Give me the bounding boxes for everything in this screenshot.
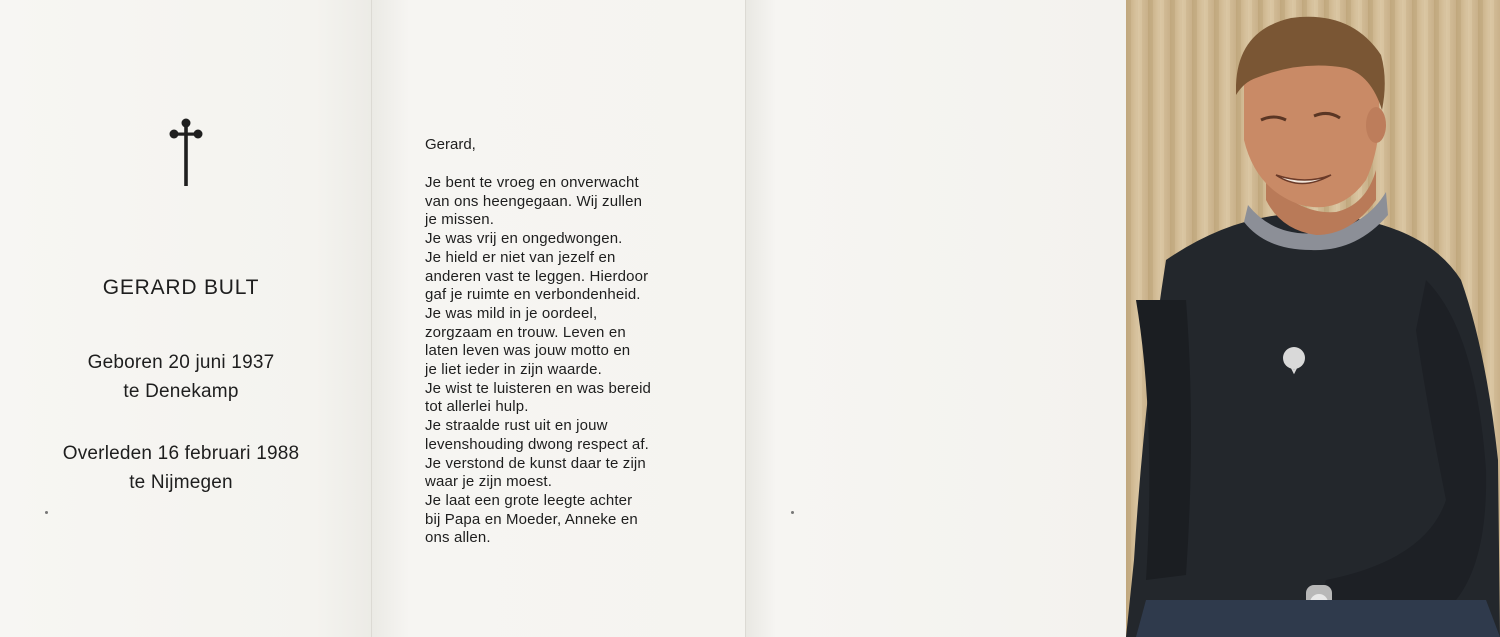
verse-line: Je was vrij en ongedwongen. — [425, 230, 623, 248]
verse-line: Je hield er niet van jezelf en — [425, 248, 616, 266]
verse-line: Je verstond de kunst daar te zijn — [425, 454, 646, 472]
death-place: te Nijmegen — [129, 472, 233, 493]
deceased-name: GERARD BULT — [102, 276, 260, 299]
cross-icon — [168, 116, 204, 190]
verse-line: van ons heengegaan. Wij zullen — [425, 192, 643, 210]
verse-line: je missen. — [425, 211, 495, 229]
verse-text — [425, 174, 651, 548]
paper-speck — [45, 511, 48, 514]
verse-line: tot allerlei hulp. — [425, 398, 529, 416]
verse-line: Je was mild in je oordeel, — [425, 304, 598, 322]
card-front-panel — [0, 0, 372, 637]
photo-panel — [1126, 0, 1500, 637]
verse-line: bij Papa en Moeder, Anneke en — [425, 510, 638, 528]
verse-line: Je wist te luisteren en was bereid — [425, 379, 652, 397]
verse-line: waar je zijn moest. — [425, 473, 553, 491]
blank-panel — [746, 0, 1126, 637]
verse-line: levenshouding dwong respect af. — [425, 435, 649, 453]
verse-line: gaf je ruimte en verbondenheid. — [425, 286, 641, 304]
death-date: Overleden 16 februari 1988 — [62, 443, 300, 464]
paper-speck — [791, 511, 794, 514]
verse-line: zorgzaam en trouw. Leven en — [425, 323, 626, 341]
verse-line: Je laat een grote leegte achter — [425, 491, 633, 509]
verse-line: je liet ieder in zijn waarde. — [425, 361, 602, 379]
birth-place: te Denekamp — [123, 381, 239, 402]
verse-line: laten leven was jouw motto en — [425, 342, 631, 360]
portrait-photo — [1126, 0, 1500, 637]
birth-date: Geboren 20 juni 1937 — [87, 352, 275, 373]
verse-line: Je straalde rust uit en jouw — [425, 417, 608, 435]
verse-panel — [372, 0, 746, 637]
verse-line: Je bent te vroeg en onverwacht — [425, 174, 639, 191]
verse-line: ons allen. — [425, 529, 491, 547]
verse-greeting: Gerard, — [425, 136, 476, 153]
verse-line: anderen vast te leggen. Hierdoor — [425, 267, 649, 285]
